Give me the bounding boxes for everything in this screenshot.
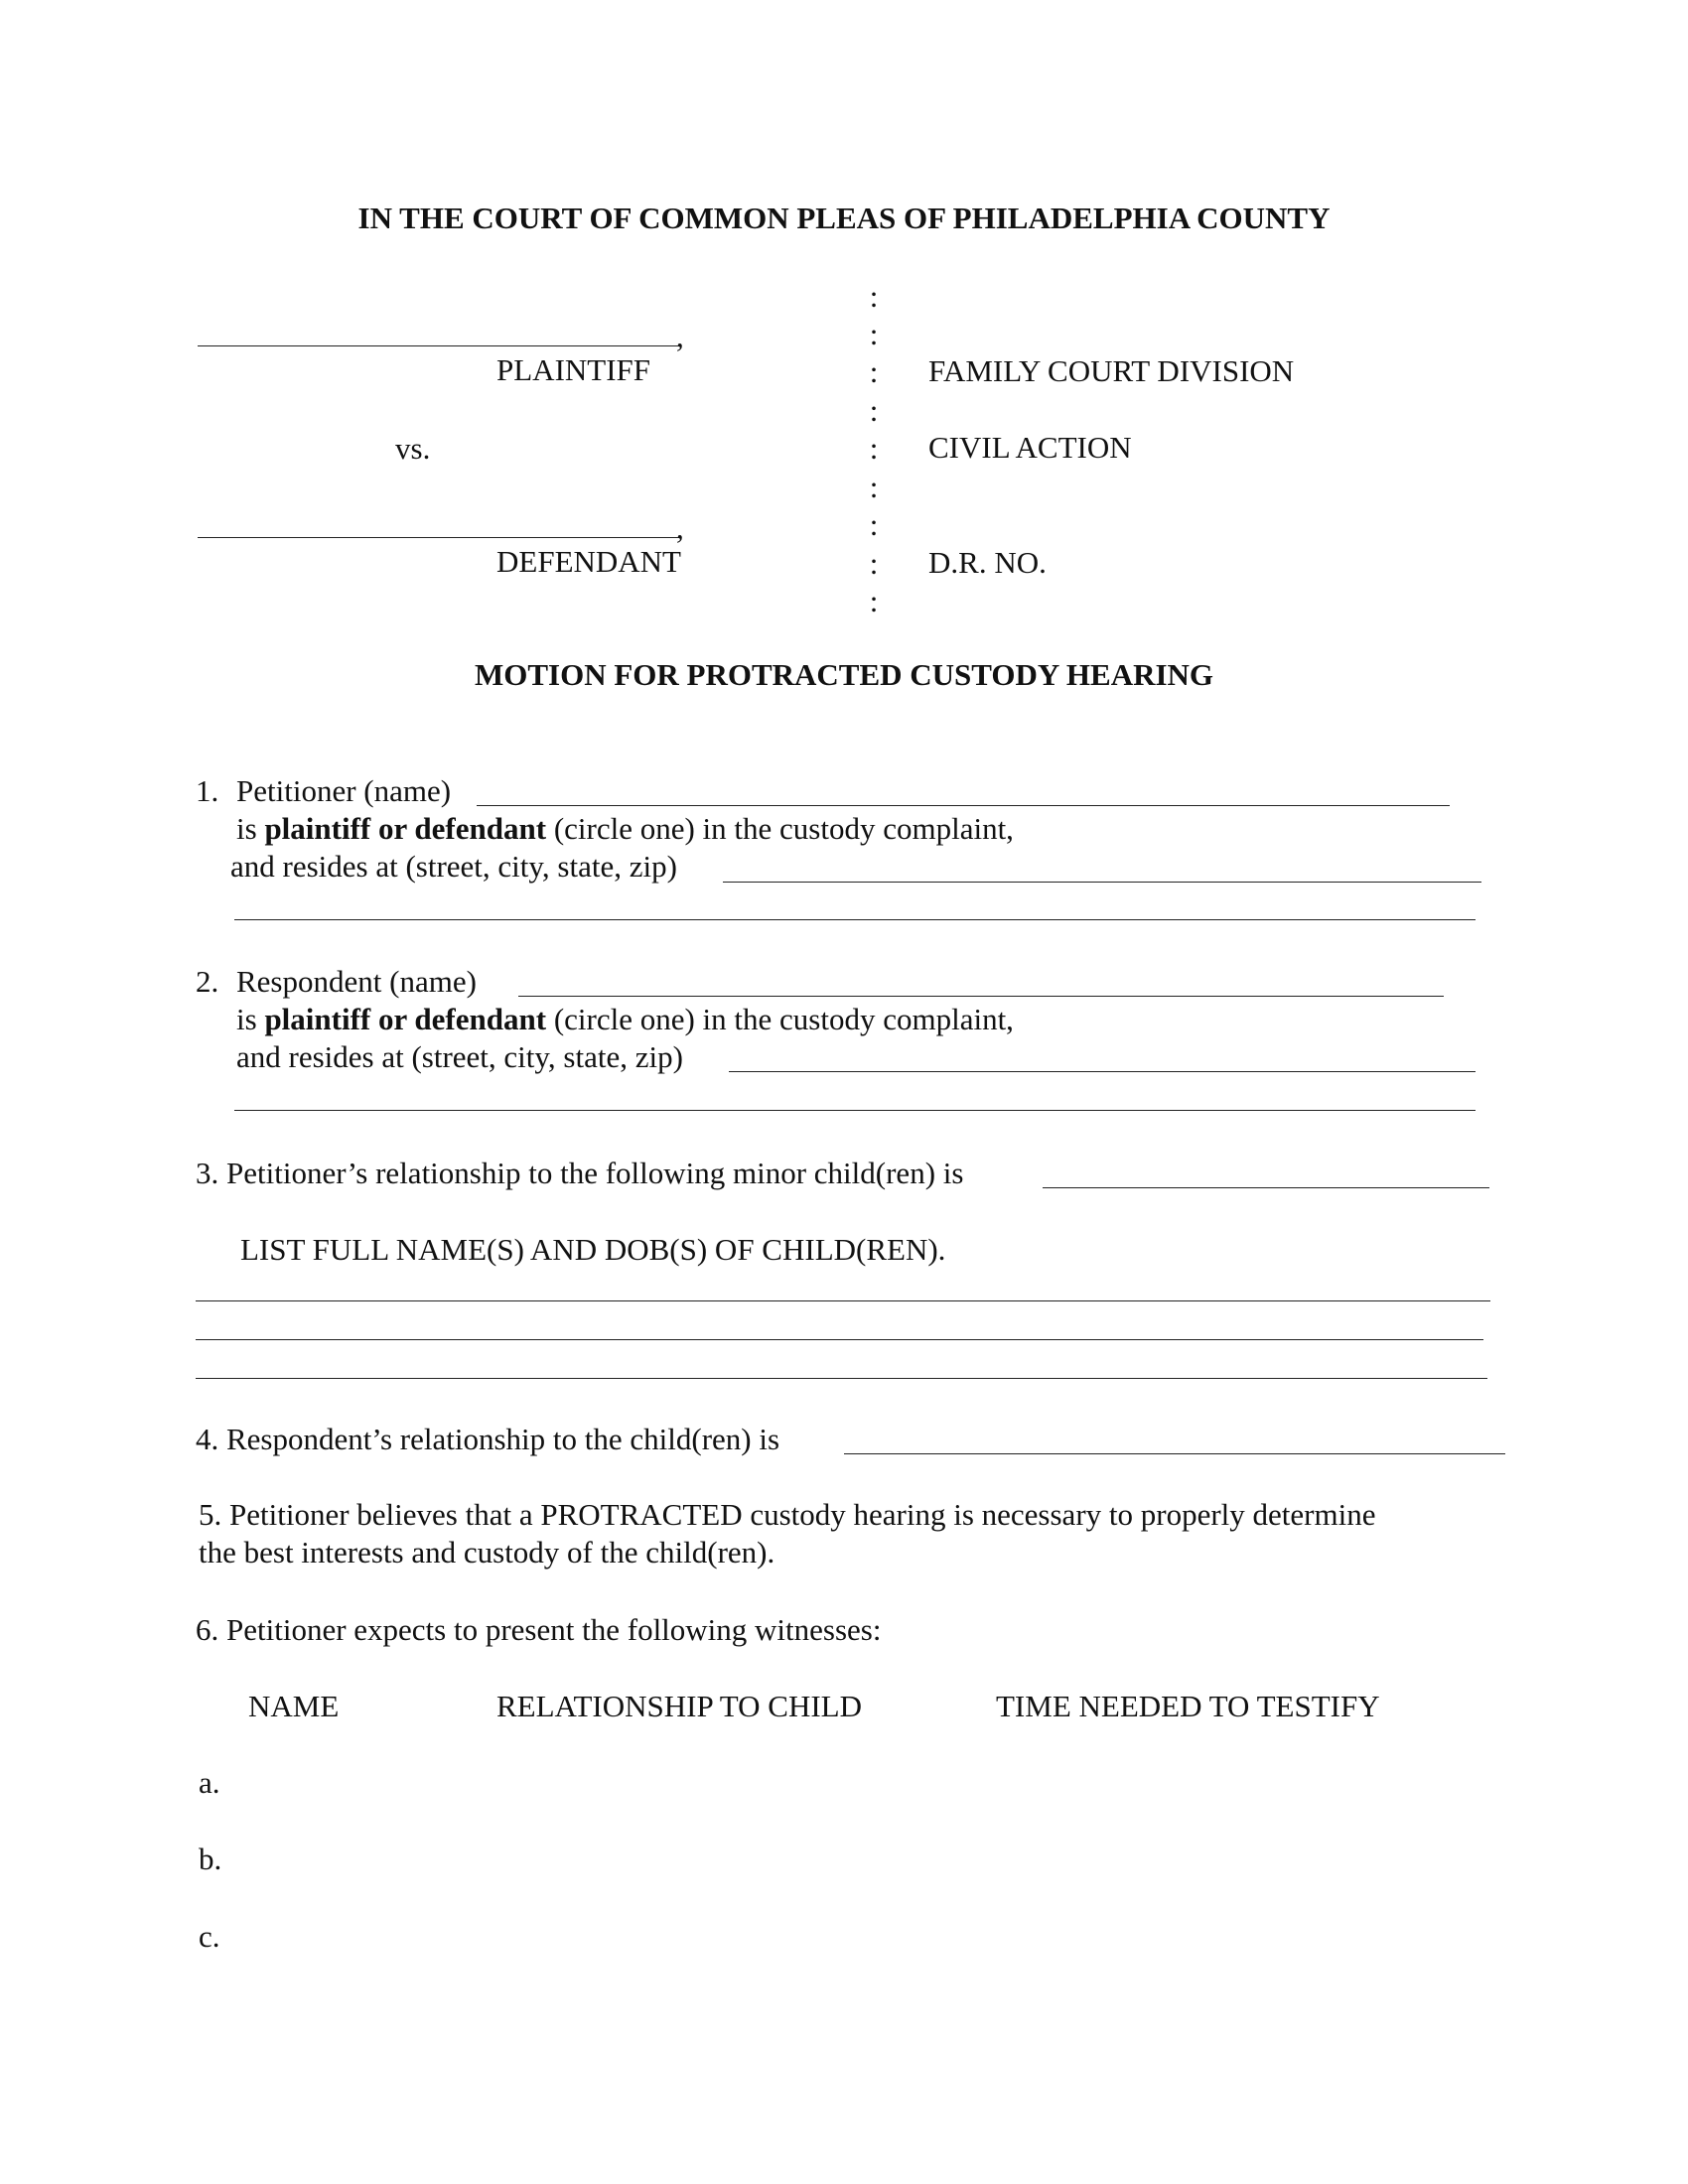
witness-row-label: a. — [199, 1765, 220, 1800]
caption-colon: : — [869, 354, 879, 389]
children-list-line[interactable] — [196, 1300, 1490, 1301]
item5-line1: 5. Petitioner believes that a PROTRACTED custody hearing is necessary to properly determine — [199, 1497, 1376, 1532]
dr-number-label: D.R. NO. — [928, 545, 1047, 580]
caption-colon: : — [869, 279, 879, 314]
caption-colon: : — [869, 470, 879, 504]
item1-address-label: and resides at (street, city, state, zip) — [230, 849, 677, 884]
item1-party-choice: plaintiff or defendant — [264, 811, 547, 846]
witness-column-relationship: RELATIONSHIP TO CHILD — [496, 1689, 862, 1723]
item1-is: is — [236, 811, 257, 846]
respondent-name-line[interactable] — [518, 996, 1444, 997]
respondent-address-line[interactable] — [729, 1071, 1476, 1072]
plaintiff-name-line[interactable] — [198, 345, 680, 346]
respondent-address-line-2[interactable] — [234, 1110, 1476, 1111]
respondent-relationship-line[interactable] — [844, 1453, 1505, 1454]
versus-label: vs. — [395, 431, 431, 466]
item1-number: 1. — [196, 773, 219, 808]
item5-line2: the best interests and custody of the child(ren). — [199, 1535, 775, 1570]
witness-row-label: c. — [199, 1919, 220, 1954]
witness-row-label: b. — [199, 1842, 222, 1876]
defendant-label: DEFENDANT — [496, 544, 681, 579]
item2-name-label: Respondent (name) — [236, 964, 477, 999]
item1-name-label: Petitioner (name) — [236, 773, 452, 808]
item2-party-choice: plaintiff or defendant — [264, 1002, 547, 1036]
item1-party-line — [236, 813, 1014, 844]
item2-address-label: and resides at (street, city, state, zip) — [236, 1039, 683, 1074]
petitioner-relationship-line[interactable] — [1043, 1187, 1489, 1188]
division-label: FAMILY COURT DIVISION — [928, 353, 1295, 388]
caption-colon: : — [869, 393, 879, 428]
item2-is: is — [236, 1002, 257, 1036]
plaintiff-label: PLAINTIFF — [496, 352, 651, 387]
children-list-line[interactable] — [196, 1378, 1487, 1379]
motion-title: MOTION FOR PROTRACTED CUSTODY HEARING — [474, 657, 1214, 692]
petitioner-address-line-2[interactable] — [234, 919, 1476, 920]
witness-column-name: NAME — [248, 1689, 340, 1723]
item2-party-line — [236, 1004, 1014, 1034]
defendant-name-line[interactable] — [198, 537, 680, 538]
witness-column-time: TIME NEEDED TO TESTIFY — [996, 1689, 1380, 1723]
petitioner-name-line[interactable] — [477, 805, 1450, 806]
court-title: IN THE COURT OF COMMON PLEAS OF PHILADELPHIA COUNTY — [357, 201, 1331, 235]
caption-colon: : — [869, 507, 879, 542]
plaintiff-comma: , — [676, 319, 684, 353]
item1-party-suffix: (circle one) in the custody complaint, — [553, 811, 1014, 846]
item3-text: 3. Petitioner’s relationship to the following minor child(ren) is — [196, 1156, 964, 1190]
item6-text: 6. Petitioner expects to present the following witnesses: — [196, 1612, 882, 1647]
caption-colon: : — [869, 546, 879, 581]
petitioner-address-line[interactable] — [723, 882, 1481, 883]
children-list-instruction: LIST FULL NAME(S) AND DOB(S) OF CHILD(REN). — [240, 1232, 946, 1267]
action-label: CIVIL ACTION — [928, 430, 1132, 465]
item4-text: 4. Respondent’s relationship to the child(ren) is — [196, 1422, 780, 1456]
caption-colon: : — [869, 317, 879, 351]
children-list-line[interactable] — [196, 1339, 1483, 1340]
item2-number: 2. — [196, 964, 219, 999]
caption-colon: : — [869, 431, 879, 466]
defendant-comma: , — [676, 510, 684, 545]
caption-colon: : — [869, 584, 879, 618]
item2-party-suffix: (circle one) in the custody complaint, — [553, 1002, 1014, 1036]
